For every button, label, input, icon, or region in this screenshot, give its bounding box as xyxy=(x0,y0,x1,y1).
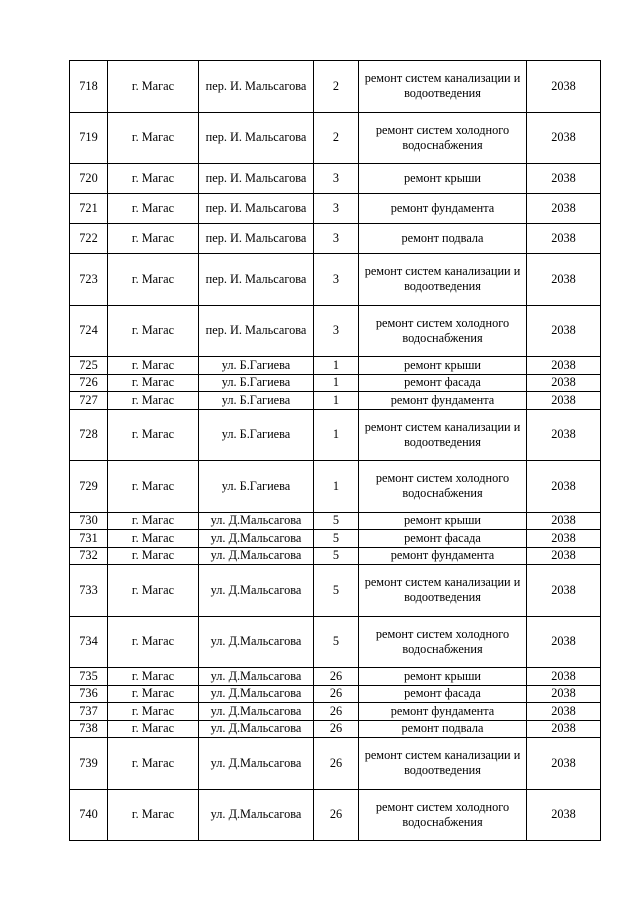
city-cell: г. Магас xyxy=(108,703,199,721)
city-cell: г. Магас xyxy=(108,357,199,375)
table-row xyxy=(70,392,601,410)
city-cell: г. Магас xyxy=(108,720,199,738)
row-number-cell: 733 xyxy=(70,565,108,617)
year-cell: 2038 xyxy=(527,703,601,721)
street-cell: пер. И. Мальсагова xyxy=(199,164,314,194)
house-number-cell: 5 xyxy=(314,530,359,548)
house-number-cell: 3 xyxy=(314,224,359,254)
house-number-cell: 1 xyxy=(314,461,359,513)
row-number-cell: 732 xyxy=(70,547,108,565)
street-cell: ул. Д.Мальсагова xyxy=(199,616,314,668)
work-type-cell: ремонт крыши xyxy=(359,668,527,686)
row-number-cell: 724 xyxy=(70,305,108,357)
city-cell: г. Магас xyxy=(108,392,199,410)
house-number-cell: 1 xyxy=(314,357,359,375)
row-number-cell: 734 xyxy=(70,616,108,668)
city-cell: г. Магас xyxy=(108,409,199,461)
row-number-cell: 738 xyxy=(70,720,108,738)
house-number-cell: 5 xyxy=(314,565,359,617)
work-type-cell: ремонт систем канализации и водоотведения xyxy=(359,61,527,113)
work-type-cell: ремонт систем канализации и водоотведения xyxy=(359,565,527,617)
city-cell: г. Магас xyxy=(108,224,199,254)
street-cell: пер. И. Мальсагова xyxy=(199,112,314,164)
row-number-cell: 735 xyxy=(70,668,108,686)
table-row xyxy=(70,565,601,617)
house-number-cell: 26 xyxy=(314,738,359,790)
work-type-cell: ремонт фундамента xyxy=(359,194,527,224)
year-cell: 2038 xyxy=(527,547,601,565)
street-cell: ул. Д.Мальсагова xyxy=(199,720,314,738)
table-row xyxy=(70,61,601,113)
house-number-cell: 1 xyxy=(314,374,359,392)
year-cell: 2038 xyxy=(527,738,601,790)
city-cell: г. Магас xyxy=(108,547,199,565)
row-number-cell: 726 xyxy=(70,374,108,392)
street-cell: ул. Д.Мальсагова xyxy=(199,547,314,565)
row-number-cell: 739 xyxy=(70,738,108,790)
city-cell: г. Магас xyxy=(108,616,199,668)
street-cell: пер. И. Мальсагова xyxy=(199,224,314,254)
city-cell: г. Магас xyxy=(108,565,199,617)
row-number-cell: 722 xyxy=(70,224,108,254)
table-row xyxy=(70,789,601,841)
street-cell: ул. Б.Гагиева xyxy=(199,374,314,392)
house-number-cell: 1 xyxy=(314,409,359,461)
house-number-cell: 3 xyxy=(314,305,359,357)
street-cell: пер. И. Мальсагова xyxy=(199,305,314,357)
year-cell: 2038 xyxy=(527,789,601,841)
row-number-cell: 721 xyxy=(70,194,108,224)
table-row xyxy=(70,164,601,194)
work-type-cell: ремонт крыши xyxy=(359,512,527,530)
street-cell: ул. Д.Мальсагова xyxy=(199,530,314,548)
street-cell: ул. Д.Мальсагова xyxy=(199,789,314,841)
work-type-cell: ремонт фасада xyxy=(359,374,527,392)
year-cell: 2038 xyxy=(527,565,601,617)
city-cell: г. Магас xyxy=(108,194,199,224)
street-cell: ул. Б.Гагиева xyxy=(199,392,314,410)
row-number-cell: 718 xyxy=(70,61,108,113)
work-type-cell: ремонт систем холодного водоснабжения xyxy=(359,461,527,513)
work-type-cell: ремонт систем канализации и водоотведения xyxy=(359,738,527,790)
street-cell: ул. Д.Мальсагова xyxy=(199,565,314,617)
table-row xyxy=(70,530,601,548)
row-number-cell: 731 xyxy=(70,530,108,548)
city-cell: г. Магас xyxy=(108,789,199,841)
house-number-cell: 1 xyxy=(314,392,359,410)
table-row xyxy=(70,461,601,513)
work-type-cell: ремонт систем холодного водоснабжения xyxy=(359,616,527,668)
work-type-cell: ремонт крыши xyxy=(359,357,527,375)
house-number-cell: 3 xyxy=(314,254,359,306)
year-cell: 2038 xyxy=(527,685,601,703)
work-type-cell: ремонт систем холодного водоснабжения xyxy=(359,305,527,357)
table-row xyxy=(70,254,601,306)
house-number-cell: 26 xyxy=(314,720,359,738)
city-cell: г. Магас xyxy=(108,685,199,703)
year-cell: 2038 xyxy=(527,374,601,392)
house-number-cell: 3 xyxy=(314,164,359,194)
street-cell: ул. Д.Мальсагова xyxy=(199,668,314,686)
street-cell: ул. Б.Гагиева xyxy=(199,461,314,513)
work-type-cell: ремонт фасада xyxy=(359,530,527,548)
house-number-cell: 5 xyxy=(314,616,359,668)
city-cell: г. Магас xyxy=(108,461,199,513)
work-type-cell: ремонт фундамента xyxy=(359,547,527,565)
table-row xyxy=(70,668,601,686)
street-cell: пер. И. Мальсагова xyxy=(199,61,314,113)
house-number-cell: 3 xyxy=(314,194,359,224)
city-cell: г. Магас xyxy=(108,374,199,392)
row-number-cell: 740 xyxy=(70,789,108,841)
street-cell: пер. И. Мальсагова xyxy=(199,254,314,306)
table-row xyxy=(70,374,601,392)
year-cell: 2038 xyxy=(527,461,601,513)
house-number-cell: 26 xyxy=(314,685,359,703)
row-number-cell: 728 xyxy=(70,409,108,461)
row-number-cell: 719 xyxy=(70,112,108,164)
table-row xyxy=(70,512,601,530)
year-cell: 2038 xyxy=(527,357,601,375)
table-row xyxy=(70,357,601,375)
year-cell: 2038 xyxy=(527,224,601,254)
work-type-cell: ремонт фасада xyxy=(359,685,527,703)
row-number-cell: 730 xyxy=(70,512,108,530)
year-cell: 2038 xyxy=(527,409,601,461)
city-cell: г. Магас xyxy=(108,254,199,306)
city-cell: г. Магас xyxy=(108,305,199,357)
work-type-cell: ремонт систем холодного водоснабжения xyxy=(359,789,527,841)
row-number-cell: 736 xyxy=(70,685,108,703)
house-number-cell: 26 xyxy=(314,703,359,721)
year-cell: 2038 xyxy=(527,254,601,306)
work-type-cell: ремонт фундамента xyxy=(359,703,527,721)
table-row xyxy=(70,305,601,357)
city-cell: г. Магас xyxy=(108,738,199,790)
house-number-cell: 5 xyxy=(314,547,359,565)
city-cell: г. Магас xyxy=(108,112,199,164)
year-cell: 2038 xyxy=(527,61,601,113)
table-row xyxy=(70,720,601,738)
street-cell: пер. И. Мальсагова xyxy=(199,194,314,224)
work-type-cell: ремонт подвала xyxy=(359,224,527,254)
house-number-cell: 5 xyxy=(314,512,359,530)
table-row xyxy=(70,685,601,703)
work-type-cell: ремонт фундамента xyxy=(359,392,527,410)
table-body xyxy=(70,61,601,841)
year-cell: 2038 xyxy=(527,392,601,410)
work-type-cell: ремонт систем холодного водоснабжения xyxy=(359,112,527,164)
house-number-cell: 26 xyxy=(314,668,359,686)
work-type-cell: ремонт подвала xyxy=(359,720,527,738)
house-number-cell: 2 xyxy=(314,112,359,164)
row-number-cell: 723 xyxy=(70,254,108,306)
year-cell: 2038 xyxy=(527,164,601,194)
row-number-cell: 729 xyxy=(70,461,108,513)
street-cell: ул. Б.Гагиева xyxy=(199,409,314,461)
table-row xyxy=(70,547,601,565)
year-cell: 2038 xyxy=(527,668,601,686)
table-row xyxy=(70,409,601,461)
house-number-cell: 26 xyxy=(314,789,359,841)
year-cell: 2038 xyxy=(527,530,601,548)
work-type-cell: ремонт систем канализации и водоотведения xyxy=(359,254,527,306)
street-cell: ул. Д.Мальсагова xyxy=(199,685,314,703)
table-row xyxy=(70,616,601,668)
year-cell: 2038 xyxy=(527,512,601,530)
city-cell: г. Магас xyxy=(108,512,199,530)
city-cell: г. Магас xyxy=(108,530,199,548)
row-number-cell: 720 xyxy=(70,164,108,194)
city-cell: г. Магас xyxy=(108,164,199,194)
year-cell: 2038 xyxy=(527,194,601,224)
street-cell: ул. Б.Гагиева xyxy=(199,357,314,375)
table-row xyxy=(70,738,601,790)
street-cell: ул. Д.Мальсагова xyxy=(199,738,314,790)
year-cell: 2038 xyxy=(527,305,601,357)
city-cell: г. Магас xyxy=(108,668,199,686)
table-row xyxy=(70,224,601,254)
row-number-cell: 727 xyxy=(70,392,108,410)
street-cell: ул. Д.Мальсагова xyxy=(199,512,314,530)
year-cell: 2038 xyxy=(527,616,601,668)
table-row xyxy=(70,112,601,164)
table-row xyxy=(70,194,601,224)
row-number-cell: 725 xyxy=(70,357,108,375)
street-cell: ул. Д.Мальсагова xyxy=(199,703,314,721)
year-cell: 2038 xyxy=(527,720,601,738)
city-cell: г. Магас xyxy=(108,61,199,113)
year-cell: 2038 xyxy=(527,112,601,164)
work-type-cell: ремонт крыши xyxy=(359,164,527,194)
work-type-cell: ремонт систем канализации и водоотведения xyxy=(359,409,527,461)
row-number-cell: 737 xyxy=(70,703,108,721)
table-row xyxy=(70,703,601,721)
works-table xyxy=(69,60,601,841)
house-number-cell: 2 xyxy=(314,61,359,113)
